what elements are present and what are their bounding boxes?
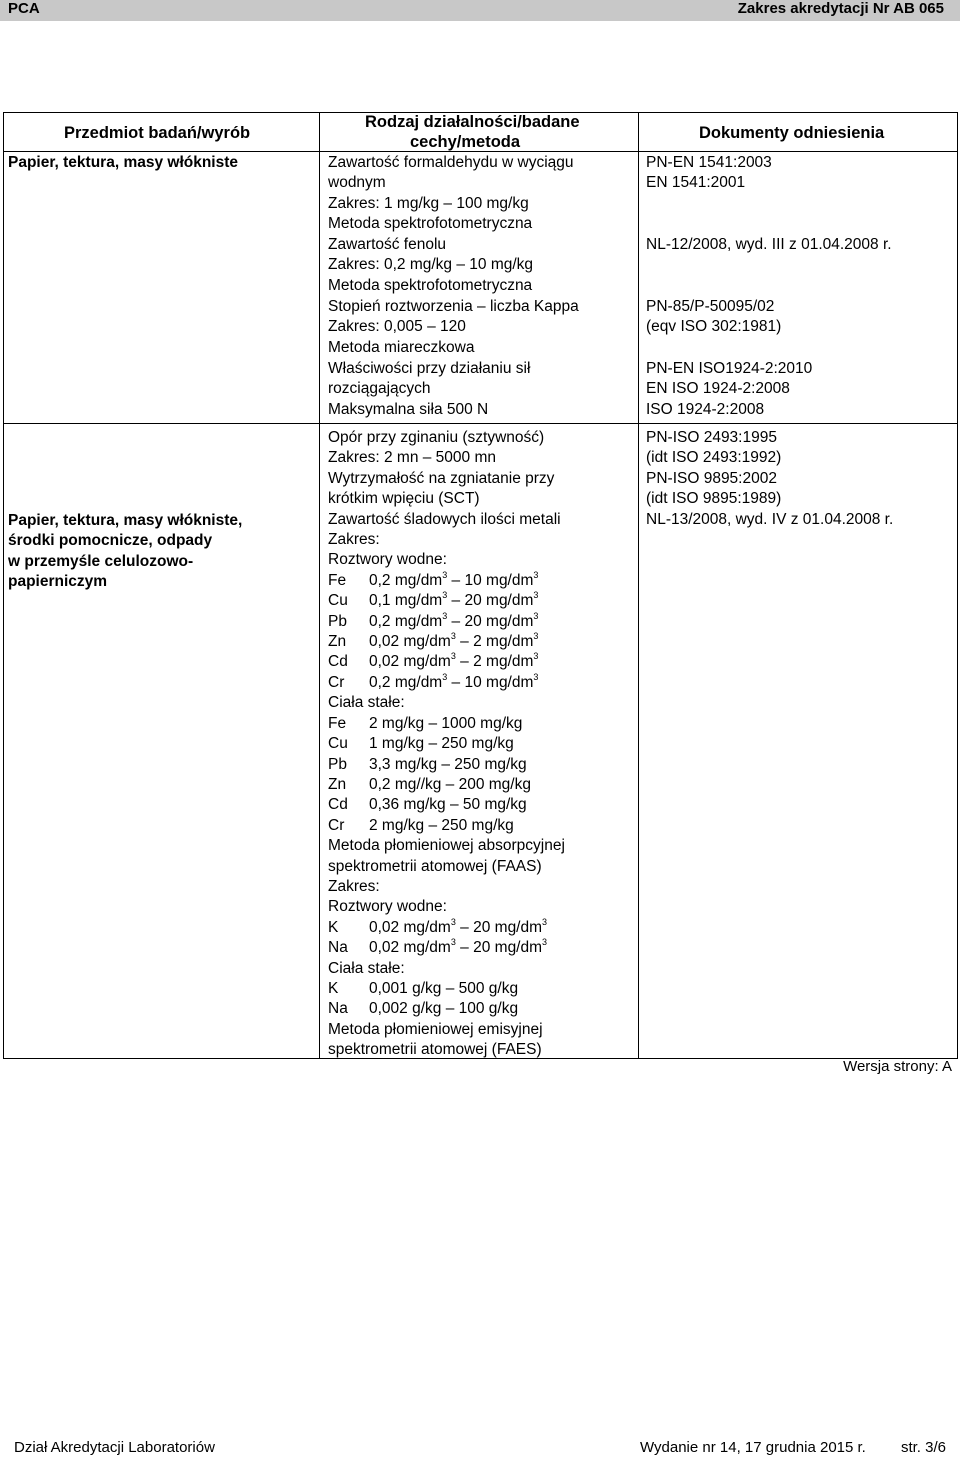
footer-edition: Wydanie nr 14, 17 grudnia 2015 r. [640, 1439, 866, 1456]
col-divider-1 [319, 112, 320, 1059]
solid-row: Cu 1 mg/kg – 250 mg/kg [328, 735, 514, 753]
solution-row: Cr 0,2 $mg/dm^3 - 10$ $mg/dm^3$ [328, 671, 539, 691]
solid-row: Zn 0,2 mg//kg – 200 mg/kg [328, 775, 531, 793]
footer-page-number: str. 3/6 [900, 1439, 946, 1456]
page-header-bar [0, 0, 960, 21]
solution-row: Na 0,02 $mg/dm^3 - 20$ $mg/dm^3$ [328, 937, 548, 957]
table-left-border [3, 112, 4, 1059]
method-metals: Opór przy zginaniu (sztywność) Zakres: 2 mn – 5000 mn Wytrzymałość na zgniatanie przy krótkim wpięciu (SCT) Zawartość śladowych ilości metali Zakres: Roztwory wodne: Fe 0,2 $mg/dm^3 - 10$ $mg/dm^3$ Cu 0,1 $mg/dm^3 - 20$ $mg/dm^3$ Pb 0,2 $mg/dm^3 - 20$ $mg/dm^3$ Zn 0,02 $mg/dm^3 - 2$ $mg/dm^3$ Cd 0,02 $mg/dm^3 - 2$ $mg/dm^3$ Cr 0,2 $mg/dm^3 - 10$ $mg/dm^3$ Ciała stałe: Fe 2 mg/kg – 1000 mg/kg Cu 1 mg/kg – 250 mg/kg Pb 3,3 mg/kg – 250 mg/kg Zn 0,2 mg//kg – 200 mg/kg Cd 0,36 mg/kg – 50 mg/kg Cr 2 mg/kg – 250 mg/kg Metoda płomieniowej absorpcyjnej spektrometrii atomowej (FAAS) Zakres: Roztwory wodne: K 0,02 $mg/dm^3 - 20$ $mg/dm^3$ Na 0,02 $mg/dm^3 - 20$ $mg/dm^3$ Ciała stałe: K 0,001 g/kg – 500 g/kg Na 0,002 g/kg – 100 g/kg Metoda płomieniowej emisyjnej spektrometrii atomowej (FAES) [328, 429, 565, 1059]
solid-row: Cr 2 mg/kg – 250 mg/kg [328, 816, 514, 834]
solution-row: Cd 0,02 $mg/dm^3 - 2$ $mg/dm^3$ [328, 651, 539, 671]
docs-phenol: NL-12/2008, wyd. III z 01.04.2008 r. [646, 236, 892, 253]
solution-row: Cu 0,1 $mg/dm^3 - 20$ $mg/dm^3$ [328, 590, 539, 610]
solid-row: Pb 3,3 mg/kg – 250 mg/kg [328, 755, 527, 773]
solution-row: Fe 0,2 $mg/dm^3 - 10$ $mg/dm^3$ [328, 569, 539, 589]
method-tensile: Właściwości przy działaniu sił rozciągających Maksymalna siła 500 N [328, 360, 531, 418]
docs-tensile: PN-EN ISO1924-2:2010 EN ISO 1924-2:2008 ISO 1924-2:2008 [646, 360, 813, 418]
solution-row: K 0,02 $mg/dm^3 - 20$ $mg/dm^3$ [328, 916, 548, 936]
method-phenol: Zawartość fenolu Zakres: 0,2 mg/kg – 10 mg/kg Metoda spektrofotometryczna [328, 236, 534, 294]
header-org: PCA [8, 0, 40, 17]
section-divider [3, 423, 958, 424]
solid-row: Na 0,002 g/kg – 100 g/kg [328, 1000, 519, 1018]
solid-row: Fe 2 mg/kg – 1000 mg/kg [328, 714, 523, 732]
table-right-border [957, 112, 958, 1059]
subject-paper: Papier, tektura, masy włókniste [8, 154, 239, 171]
header-subject: Przedmiot badań/wyrób [64, 124, 251, 142]
header-activity-2: cechy/metoda [410, 133, 521, 151]
col-divider-2 [638, 112, 639, 1059]
docs-kappa: PN-85/P-50095/02 (eqv ISO 302:1981) [646, 298, 782, 336]
method-formaldehyde: Zawartość formaldehydu w wyciągu wodnym Zakres: 1 mg/kg – 100 mg/kg Metoda spektrofotometryczna [328, 154, 574, 233]
solution-row: Zn 0,02 $mg/dm^3 - 2$ $mg/dm^3$ [328, 630, 539, 651]
solid-row: K 0,001 g/kg – 500 g/kg [328, 979, 519, 997]
header-accreditation: Zakres akredytacji Nr AB 065 [737, 0, 944, 17]
page-version: Wersja strony: A [843, 1058, 952, 1075]
solution-row: Pb 0,2 $mg/dm^3 - 20$ $mg/dm^3$ [328, 610, 539, 630]
subject-paper-aux: Papier, tektura, masy włókniste, środki pomocnicze, odpady w przemyśle celulozowo- papierniczym [8, 512, 243, 591]
solid-row: Cd 0,36 mg/kg – 50 mg/kg [328, 796, 527, 814]
footer-department: Dział Akredytacji Laboratoriów [14, 1439, 215, 1456]
header-documents: Dokumenty odniesienia [699, 124, 885, 142]
docs-formaldehyde: PN-EN 1541:2003 EN 1541:2001 [646, 154, 772, 192]
docs-section2: PN-ISO 2493:1995 (idt ISO 2493:1992) PN-ISO 9895:2002 (idt ISO 9895:1989) NL-13/2008, wyd. IV z 01.04.2008 r. [646, 429, 894, 528]
header-activity-1: Rodzaj działalności/badane [365, 113, 580, 131]
method-kappa: Stopień roztworzenia – liczba Kappa Zakres: 0,005 – 120 Metoda miareczkowa [328, 298, 579, 356]
